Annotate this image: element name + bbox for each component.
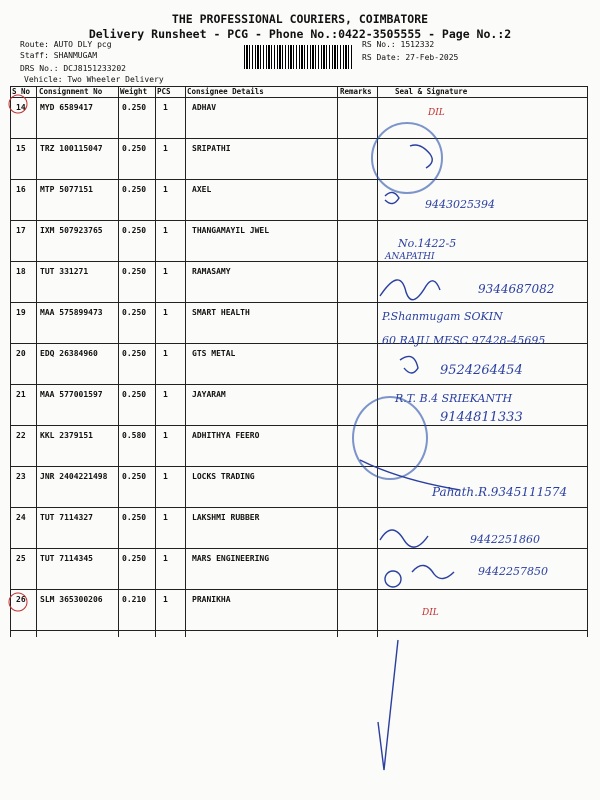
cell-consignee: PRANIKHA bbox=[192, 595, 231, 604]
row-divider bbox=[10, 466, 588, 467]
cell-weight: 0.250 bbox=[122, 144, 147, 153]
cell-consignee: GTS METAL bbox=[192, 349, 236, 358]
signature-ramasamy: 9344687082 bbox=[478, 282, 555, 296]
signature-mars: 9442257850 bbox=[478, 565, 548, 578]
cell-consignee: RAMASAMY bbox=[192, 267, 231, 276]
signature-gts: 9524264454 bbox=[440, 363, 523, 378]
drs-text: DRS No.: DCJ8151233202 bbox=[20, 64, 126, 73]
cell-consignee: AXEL bbox=[192, 185, 212, 194]
cell-weight: 0.250 bbox=[122, 390, 147, 399]
cell-sno: 14 bbox=[16, 103, 26, 112]
vehicle-text: Vehicle: Two Wheeler Delivery bbox=[24, 74, 164, 84]
barcode-image bbox=[244, 45, 352, 69]
cell-consignment: EDQ 26384960 bbox=[40, 349, 98, 358]
dl-mark-bottom: DIL bbox=[422, 608, 439, 618]
cell-consignment: KKL 2379151 bbox=[40, 431, 93, 440]
cell-consignee: SMART HEALTH bbox=[192, 308, 250, 317]
row-divider bbox=[10, 425, 588, 426]
cell-consignee: LAKSHMI RUBBER bbox=[192, 513, 260, 522]
scribble-axel bbox=[385, 192, 399, 203]
cell-weight: 0.250 bbox=[122, 554, 147, 563]
signature-smart-line1: P.Shanmugam SOKIN bbox=[382, 310, 503, 323]
row-divider bbox=[10, 302, 588, 303]
cell-consignee: SRIPATHI bbox=[192, 144, 231, 153]
stamp-text-thangamayil-2: ANAPATHI bbox=[385, 252, 435, 262]
cell-sno: 18 bbox=[16, 267, 26, 276]
cell-sno: 24 bbox=[16, 513, 26, 522]
row-divider bbox=[10, 179, 588, 180]
cell-consignment: SLM 365300206 bbox=[40, 595, 103, 604]
header-remarks: Remarks bbox=[340, 87, 372, 96]
cell-pcs: 1 bbox=[163, 308, 168, 317]
cell-consignment: TRZ 100115047 bbox=[40, 144, 103, 153]
dl-mark-top: DIL bbox=[428, 108, 445, 118]
header-consignee: Consignee Details bbox=[187, 87, 264, 96]
cell-pcs: 1 bbox=[163, 226, 168, 235]
cell-sno: 26 bbox=[16, 595, 26, 604]
cell-pcs: 1 bbox=[163, 390, 168, 399]
signature-locks: Pahath.R.9345111574 bbox=[432, 485, 568, 499]
scribble-ramasamy bbox=[380, 280, 440, 300]
staff-text: Staff: SHANMUGAM bbox=[20, 50, 98, 60]
cell-weight: 0.250 bbox=[122, 185, 147, 194]
header-weight: Weight bbox=[120, 87, 148, 96]
stamp-text-thangamayil: No.1422-5 bbox=[398, 237, 457, 250]
header-consignment: Consignment No bbox=[39, 87, 103, 96]
rs-date: RS Date: 27-Feb-2025 bbox=[362, 52, 459, 62]
cell-consignment: TUT 331271 bbox=[40, 267, 89, 276]
cell-weight: 0.250 bbox=[122, 308, 147, 317]
row-divider bbox=[10, 261, 588, 262]
cell-sno: 19 bbox=[16, 308, 26, 317]
cell-pcs: 1 bbox=[163, 431, 168, 440]
cell-pcs: 1 bbox=[163, 267, 168, 276]
row-divider bbox=[10, 507, 588, 508]
header-pcs: PCS bbox=[157, 87, 171, 96]
cell-pcs: 1 bbox=[163, 595, 168, 604]
cell-sno: 20 bbox=[16, 349, 26, 358]
cell-sno: 16 bbox=[16, 185, 26, 194]
cell-consignment: MYD 6589417 bbox=[40, 103, 93, 112]
cell-consignee: LOCKS TRADING bbox=[192, 472, 255, 481]
row-divider bbox=[10, 384, 588, 385]
cell-pcs: 1 bbox=[163, 103, 168, 112]
cell-consignee: ADHITHYA FEERO bbox=[192, 431, 260, 440]
row-divider bbox=[10, 589, 588, 590]
cell-sno: 17 bbox=[16, 226, 26, 235]
circle-mars bbox=[385, 571, 401, 587]
cell-sno: 21 bbox=[16, 390, 26, 399]
cell-consignment: MTP 5077151 bbox=[40, 185, 93, 194]
cell-sno: 25 bbox=[16, 554, 26, 563]
cell-pcs: 1 bbox=[163, 472, 168, 481]
cell-consignee: JAYARAM bbox=[192, 390, 226, 399]
cell-sno: 15 bbox=[16, 144, 26, 153]
scribble-gts bbox=[400, 356, 418, 373]
cell-weight: 0.250 bbox=[122, 267, 147, 276]
cell-weight: 0.250 bbox=[122, 513, 147, 522]
cell-weight: 0.210 bbox=[122, 595, 147, 604]
long-stroke-bottom bbox=[378, 640, 398, 770]
meta-right bbox=[362, 40, 458, 63]
signature-smart-line2: 60 RAJU MESC 97428-45695 bbox=[382, 334, 546, 347]
signature-lakshmi: 9442251860 bbox=[470, 533, 540, 546]
row-divider bbox=[10, 220, 588, 221]
cell-sno: 22 bbox=[16, 431, 26, 440]
signature-axel: 9443025394 bbox=[425, 198, 495, 211]
signature-jayaram-line1: R.T. B.4 SRIEKANTH bbox=[395, 392, 513, 405]
cell-pcs: 1 bbox=[163, 349, 168, 358]
row-divider bbox=[10, 630, 588, 631]
delivery-stamp bbox=[371, 122, 443, 194]
cell-consignment: TUT 7114327 bbox=[40, 513, 93, 522]
cell-weight: 0.250 bbox=[122, 472, 147, 481]
runsheet-subtitle: Delivery Runsheet - PCG - Phone No.:0422-3505555 - Page No.:2 bbox=[88, 27, 512, 41]
cell-consignee: MARS ENGINEERING bbox=[192, 554, 270, 563]
cell-weight: 0.250 bbox=[122, 226, 147, 235]
company-title: THE PROFESSIONAL COURIERS, COIMBATORE bbox=[171, 12, 429, 26]
cell-consignee: ADHAV bbox=[192, 103, 217, 112]
header-seal: Seal & Signature bbox=[395, 87, 468, 96]
scribble-lakshmi bbox=[380, 530, 428, 547]
cell-consignment: IXM 507923765 bbox=[40, 226, 103, 235]
cell-consignee: THANGAMAYIL JWEL bbox=[192, 226, 270, 235]
cell-pcs: 1 bbox=[163, 144, 168, 153]
cell-consignment: JNR 2404221498 bbox=[40, 472, 108, 481]
meta-left bbox=[20, 40, 164, 85]
signature-jayaram-line2: 9144811333 bbox=[440, 410, 523, 425]
cell-weight: 0.250 bbox=[122, 103, 147, 112]
cell-weight: 0.580 bbox=[122, 431, 147, 440]
cell-sno: 23 bbox=[16, 472, 26, 481]
row-divider bbox=[10, 138, 588, 139]
cell-consignment: TUT 7114345 bbox=[40, 554, 93, 563]
route-text: Route: AUTO DLY pcg bbox=[20, 40, 112, 49]
header-sno: S No bbox=[12, 87, 31, 96]
cell-pcs: 1 bbox=[163, 513, 168, 522]
cell-pcs: 1 bbox=[163, 185, 168, 194]
row-divider bbox=[10, 548, 588, 549]
cell-consignment: MAA 575899473 bbox=[40, 308, 103, 317]
cell-weight: 0.250 bbox=[122, 349, 147, 358]
scribble-mars bbox=[412, 565, 454, 578]
company-seal-stamp bbox=[352, 396, 428, 480]
cell-pcs: 1 bbox=[163, 554, 168, 563]
cell-consignment: MAA 577001597 bbox=[40, 390, 103, 399]
rs-number: RS No.: 1512332 bbox=[362, 40, 435, 49]
